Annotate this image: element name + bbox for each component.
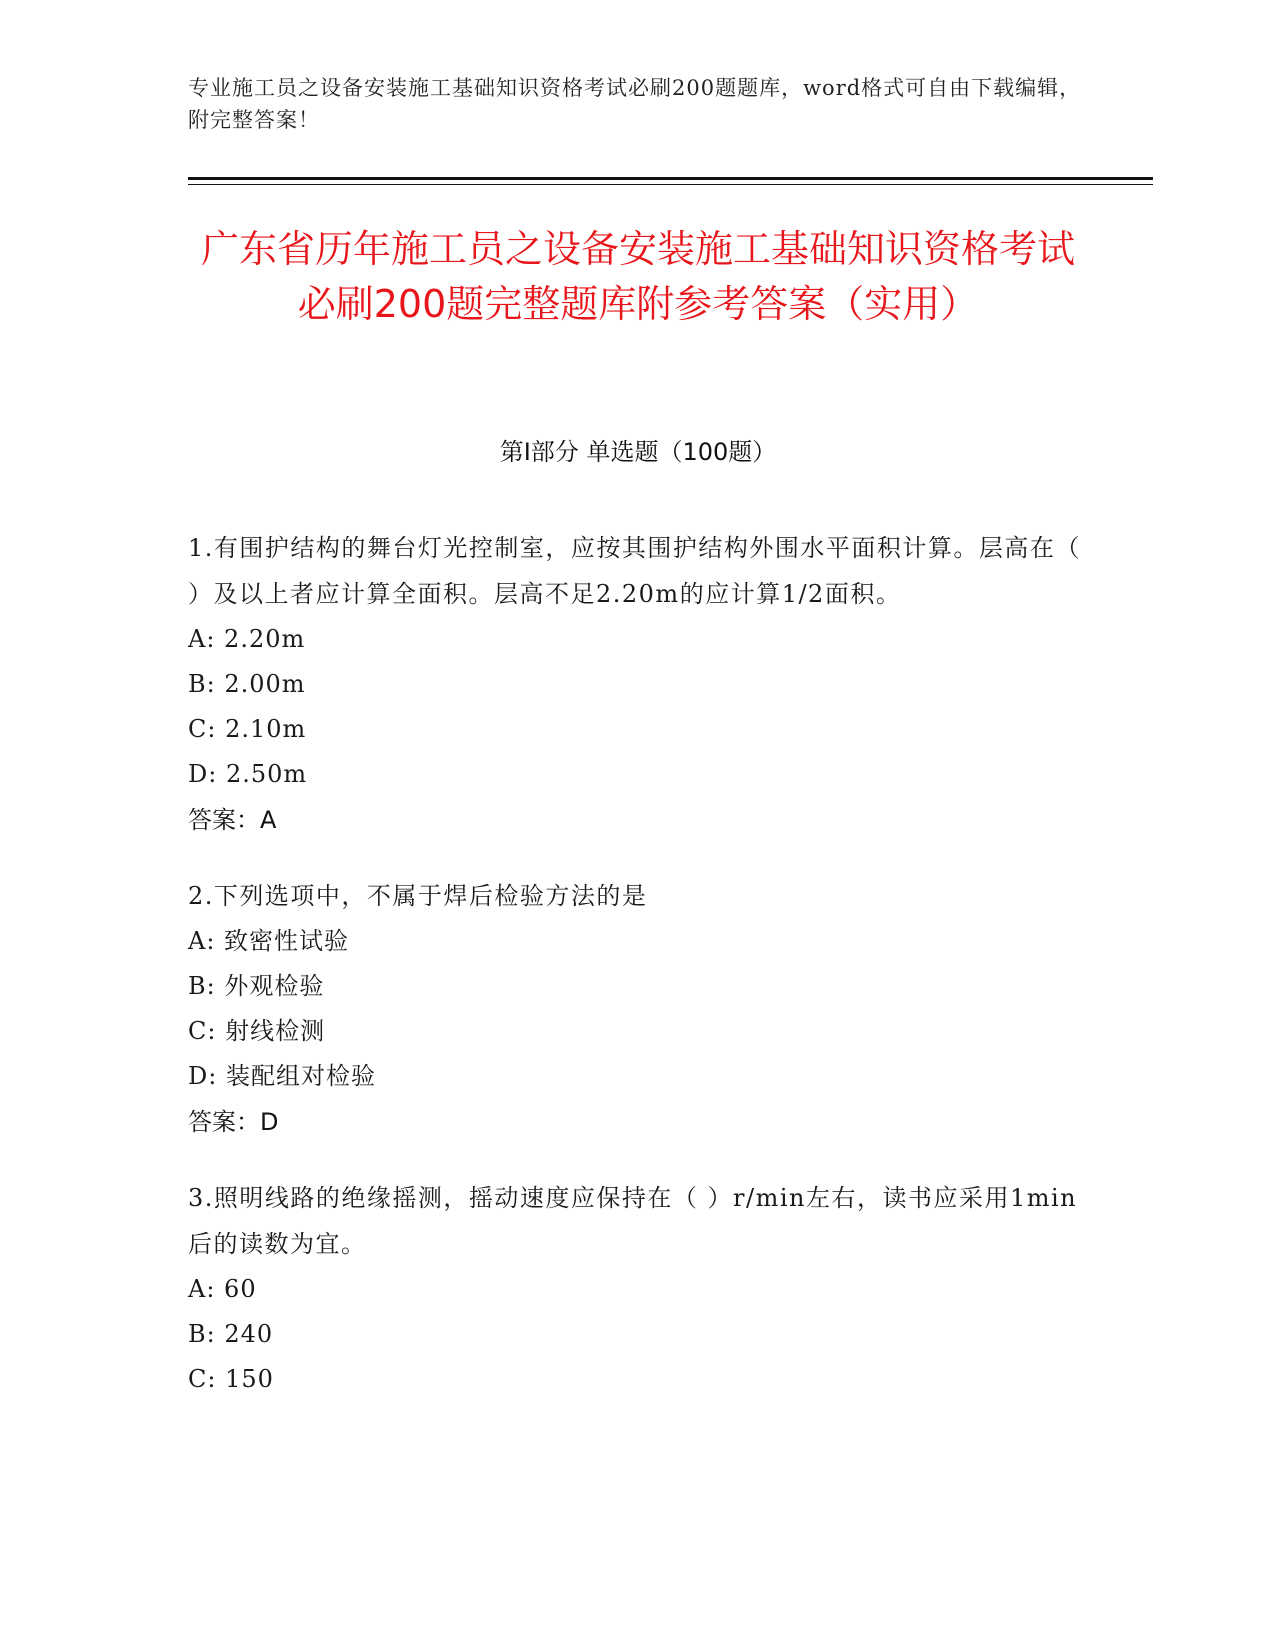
question-stem: 1.有围护结构的舞台灯光控制室，应按其围护结构外围水平面积计算。层高在（ ）及以上者应计算全面积。层高不足2.20m的应计算1/2面积。 (188, 534, 1081, 608)
question-1 (188, 525, 1088, 843)
question-2 (188, 873, 1088, 1145)
answer-label: 答案：D (188, 1108, 279, 1136)
option-c: C: 150 (188, 1365, 274, 1393)
header-note: 专业施工员之设备安装施工基础知识资格考试必刷200题题库，word格式可自由下载编辑，附完整答案！ (188, 76, 1082, 132)
option-d: D: 装配组对检验 (188, 1062, 376, 1090)
header-rule-thick (188, 177, 1153, 180)
option-b: B: 240 (188, 1320, 274, 1348)
option-a: A: 2.20m (188, 625, 306, 653)
option-d: D: 2.50m (188, 760, 308, 788)
option-b: B: 2.00m (188, 670, 306, 698)
document-title: 广东省历年施工员之设备安装施工基础知识资格考试必刷200题完整题库附参考答案（实用） (200, 227, 1075, 326)
question-stem: 2.下列选项中，不属于焊后检验方法的是 (188, 882, 648, 910)
option-a: A: 致密性试验 (188, 927, 350, 955)
option-c: C: 射线检测 (188, 1017, 326, 1045)
option-a: A: 60 (188, 1275, 257, 1303)
question-stem: 3.照明线路的绝缘摇测，摇动速度应保持在（ ）r/min左右，读书应采用1min后的读数为宜。 (188, 1184, 1078, 1258)
question-list (188, 525, 1088, 1432)
option-b: B: 外观检验 (188, 972, 325, 1000)
header-rule-thin (188, 184, 1153, 185)
question-3 (188, 1175, 1088, 1402)
answer-label: 答案：A (188, 806, 277, 834)
option-c: C: 2.10m (188, 715, 307, 743)
section-heading: 第Ⅰ部分 单选题（100题） (499, 438, 777, 466)
